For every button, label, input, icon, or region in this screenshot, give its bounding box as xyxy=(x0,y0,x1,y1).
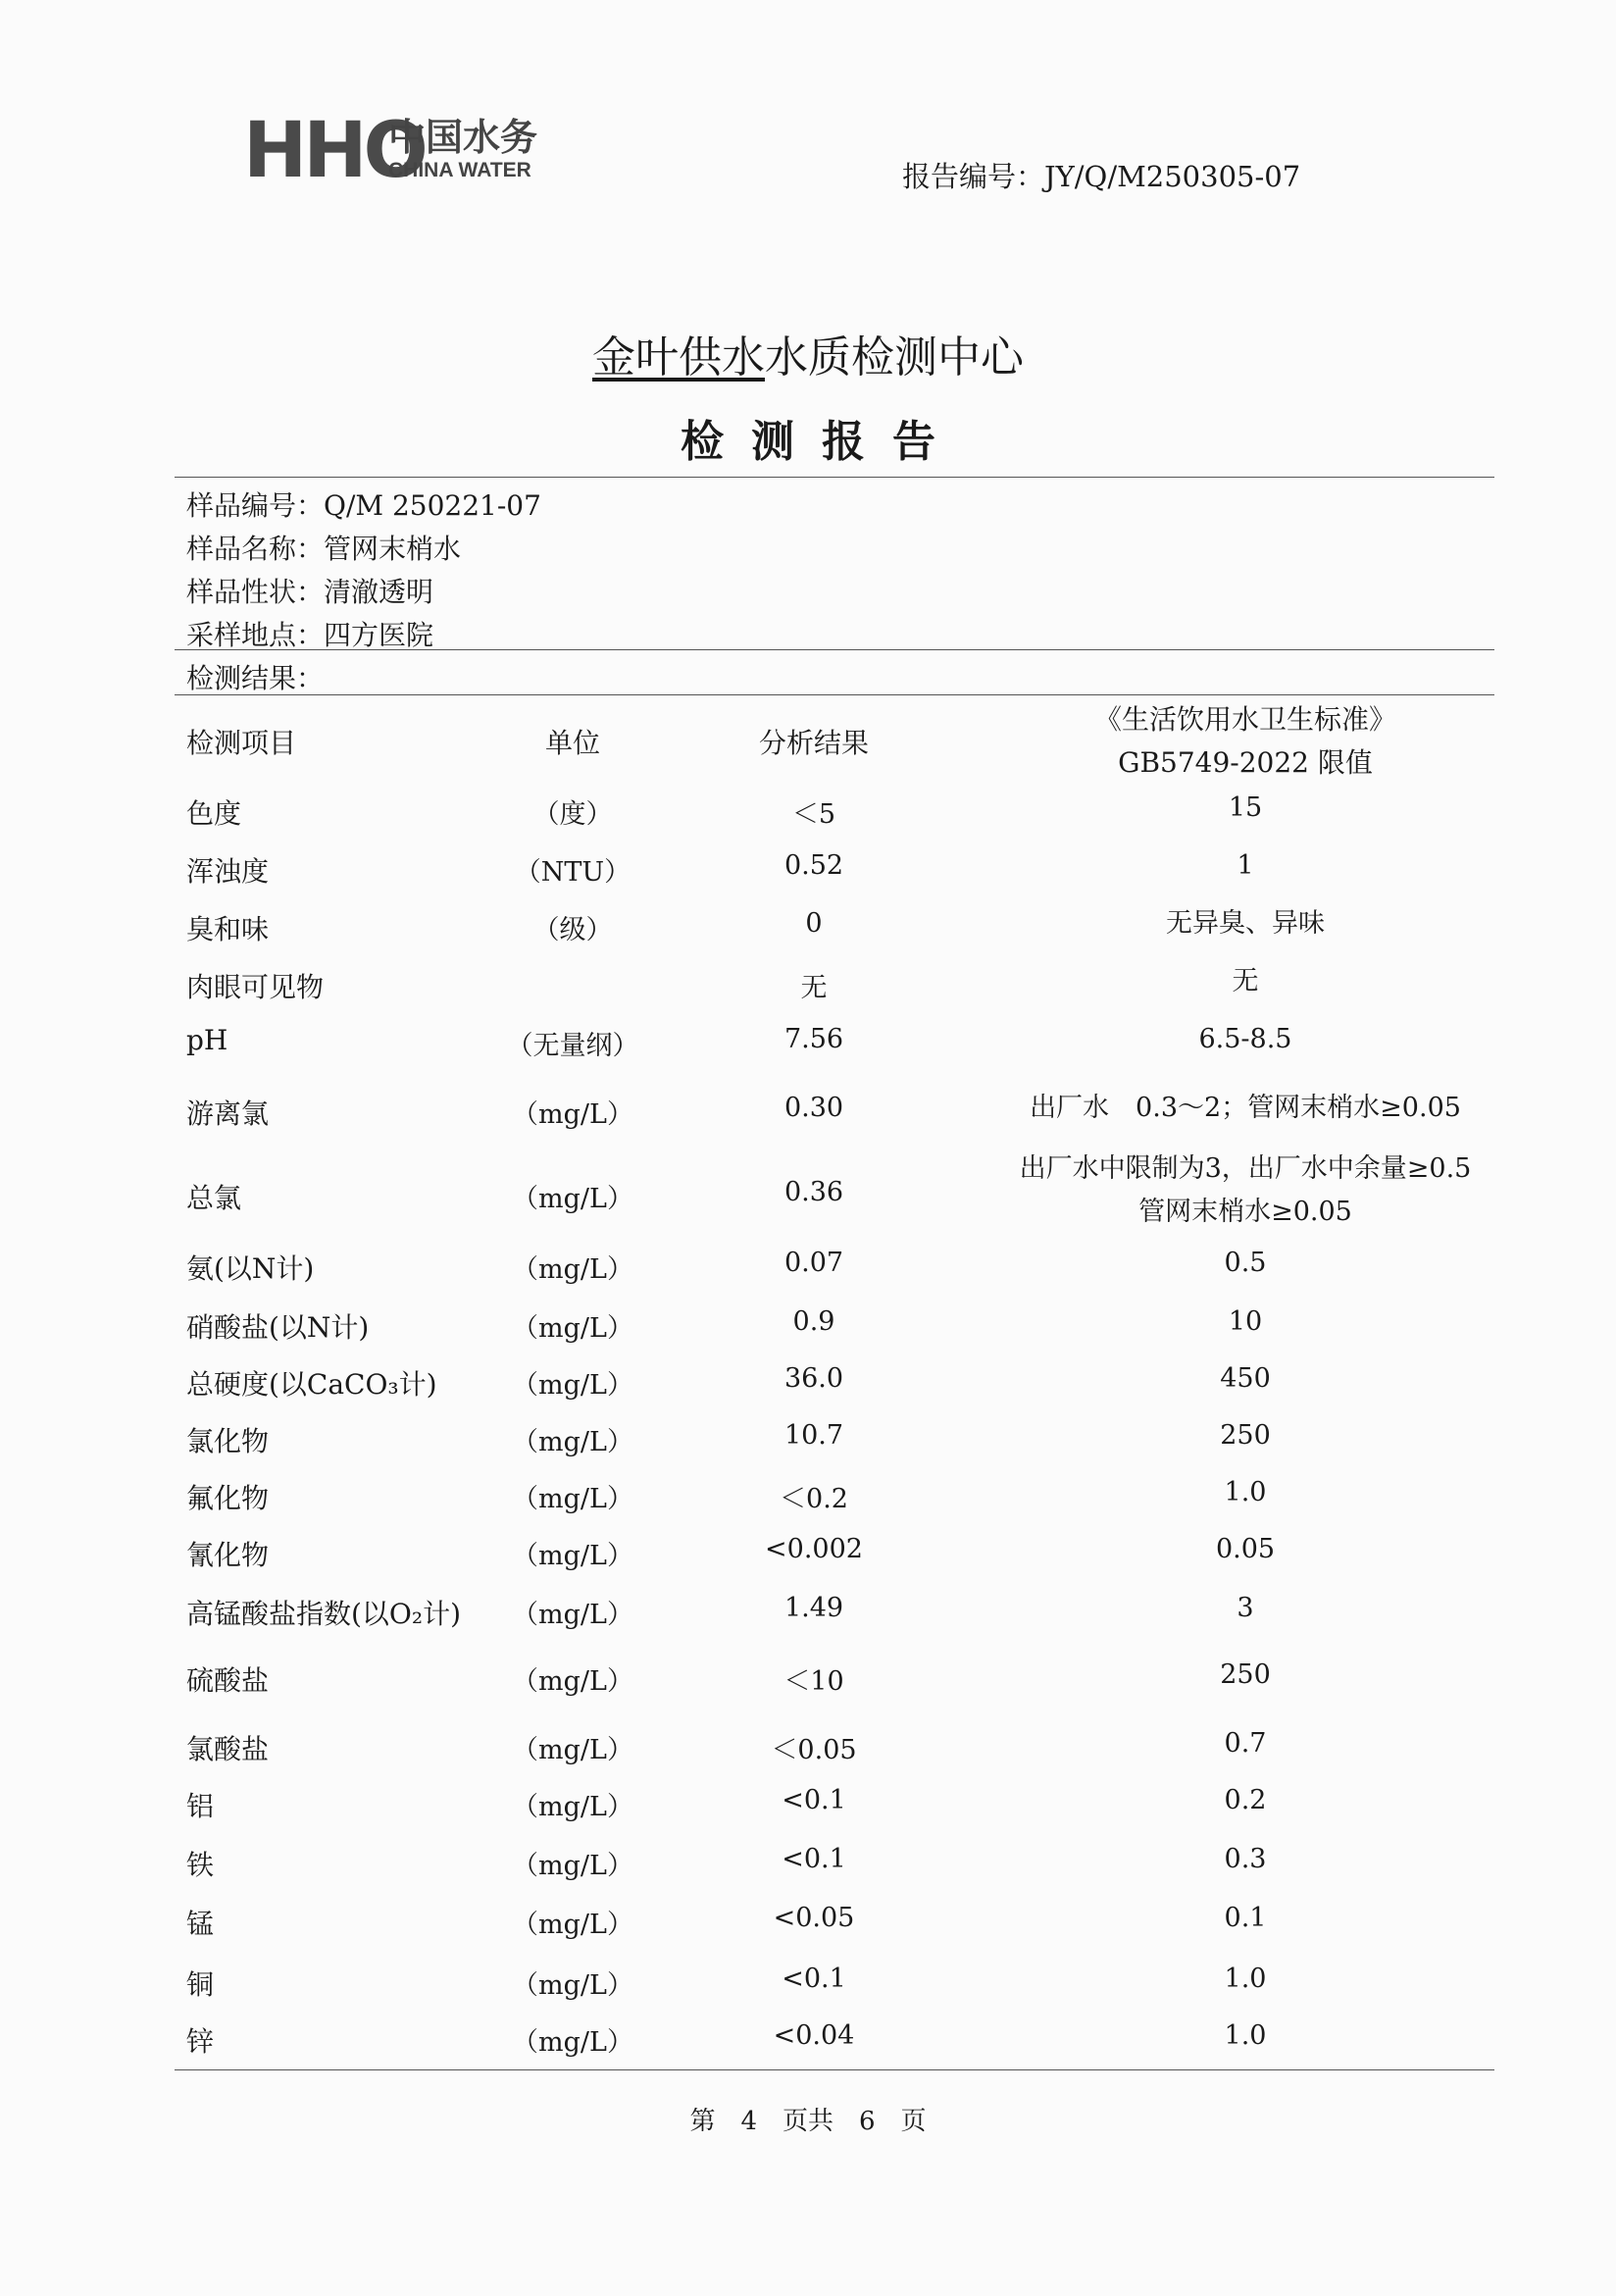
results-label: 检测结果： xyxy=(186,662,325,694)
row-result: <0.1 xyxy=(782,1844,846,1874)
row-result: <0.04 xyxy=(773,2020,855,2051)
row-limit: 15 xyxy=(1228,792,1263,823)
divider-sample xyxy=(175,649,1494,650)
row-item: 总氯 xyxy=(186,1182,242,1214)
row-result: ＜0.2 xyxy=(780,1484,848,1514)
row-limit: 1 xyxy=(1237,850,1254,881)
row-limit: 0.1 xyxy=(1224,1903,1267,1933)
row-limit: 出厂水中限制为3，出厂水中余量≥0.5 xyxy=(1019,1153,1472,1184)
row-result: <0.1 xyxy=(782,1964,846,1994)
row-unit: （mg/L） xyxy=(512,1370,633,1401)
row-limit: 出厂水 0.3～2；管网末梢水≥0.05 xyxy=(1030,1093,1461,1123)
row-unit: （级） xyxy=(532,915,613,945)
row-unit: （mg/L） xyxy=(512,1910,633,1940)
row-item: 游离氯 xyxy=(186,1097,270,1130)
logo-chinese-text: 中国水务 xyxy=(388,116,538,159)
divider-top xyxy=(175,477,1494,478)
report-number: 报告编号：JY/Q/M250305-07 xyxy=(902,160,1301,193)
row-item: 氟化物 xyxy=(186,1482,270,1514)
logo-english-text: CHINA WATER xyxy=(388,159,531,181)
page-footer: 第 4 页共 6 页 xyxy=(689,2107,927,2136)
organization-name-rest: 水质检测中心 xyxy=(765,332,1024,383)
row-result: 0.9 xyxy=(792,1306,835,1337)
row-item: 锰 xyxy=(186,1908,215,1940)
row-item: 硫酸盐 xyxy=(186,1664,270,1697)
row-unit: （NTU） xyxy=(514,857,631,888)
row-result: <0.1 xyxy=(782,1785,846,1815)
row-result: <0.05 xyxy=(773,1903,855,1933)
row-item: 色度 xyxy=(186,797,242,830)
row-item: 氨(以N计) xyxy=(186,1252,315,1285)
row-limit: 无异臭、异味 xyxy=(1166,908,1325,939)
row-limit: 0.3 xyxy=(1224,1844,1267,1874)
row-item: 铝 xyxy=(186,1790,215,1822)
row-limit: 450 xyxy=(1220,1363,1271,1394)
row-item: 氯化物 xyxy=(186,1425,270,1457)
sample-appearance: 样品性状：清澈透明 xyxy=(186,576,434,608)
sample-number: 样品编号：Q/M 250221-07 xyxy=(186,489,541,522)
row-unit: （mg/L） xyxy=(512,1735,633,1765)
row-unit: （mg/L） xyxy=(512,1099,633,1130)
row-limit: 1.0 xyxy=(1224,1964,1267,1994)
row-unit: （mg/L） xyxy=(512,1427,633,1457)
row-result: 36.0 xyxy=(783,1363,844,1394)
row-unit: （mg/L） xyxy=(512,2027,633,2058)
row-result: 0.07 xyxy=(783,1248,844,1278)
row-limit: 0.5 xyxy=(1224,1248,1267,1278)
header-item: 检测项目 xyxy=(186,727,297,759)
row-result: ＜10 xyxy=(783,1666,844,1697)
divider-results xyxy=(175,694,1494,695)
row-limit-line2: 管网末梢水≥0.05 xyxy=(1138,1197,1352,1227)
row-item: 铜 xyxy=(186,1968,215,2001)
row-unit: （mg/L） xyxy=(512,1254,633,1285)
row-item: 硝酸盐(以N计) xyxy=(186,1311,370,1344)
row-item: 铁 xyxy=(186,1849,215,1881)
header-standard-line2: GB5749-2022 限值 xyxy=(1118,746,1373,779)
document-title: 检测报告 xyxy=(681,417,963,467)
row-result: <0.002 xyxy=(765,1534,863,1564)
divider-bottom xyxy=(175,2069,1494,2070)
row-item: pH xyxy=(186,1024,228,1056)
row-limit: 无 xyxy=(1232,966,1259,996)
row-result: ＜5 xyxy=(791,799,836,830)
organization-title xyxy=(0,322,1616,384)
row-unit: （mg/L） xyxy=(512,1792,633,1822)
row-limit: 6.5-8.5 xyxy=(1198,1024,1292,1054)
row-result: 0 xyxy=(805,908,823,939)
row-limit: 10 xyxy=(1228,1306,1263,1337)
sample-name: 样品名称：管网末梢水 xyxy=(186,533,462,565)
row-item: 锌 xyxy=(186,2025,215,2058)
row-result: 0.52 xyxy=(783,850,844,881)
row-limit: 250 xyxy=(1220,1420,1271,1451)
row-unit: （mg/L） xyxy=(512,1541,633,1571)
row-limit: 250 xyxy=(1220,1659,1271,1690)
row-result: 0.36 xyxy=(783,1177,844,1207)
row-unit: （mg/L） xyxy=(512,1313,633,1344)
row-unit: （mg/L） xyxy=(512,1600,633,1630)
row-result: 0.30 xyxy=(783,1093,844,1123)
row-item: 高锰酸盐指数(以O₂计) xyxy=(186,1598,462,1630)
row-item: 氯酸盐 xyxy=(186,1733,270,1765)
row-item: 总硬度(以CaCO₃计) xyxy=(186,1368,437,1401)
row-limit: 1.0 xyxy=(1224,1477,1267,1507)
row-item: 氰化物 xyxy=(186,1539,270,1571)
row-limit: 3 xyxy=(1237,1593,1254,1623)
row-limit: 0.7 xyxy=(1224,1728,1267,1759)
row-unit: （度） xyxy=(532,799,613,830)
row-item: 臭和味 xyxy=(186,913,270,945)
row-unit: （mg/L） xyxy=(512,1184,633,1214)
row-result: ＜0.05 xyxy=(771,1735,857,1765)
row-unit: （无量纲） xyxy=(506,1031,639,1061)
header-standard-line1: 《生活饮用水卫生标准》 xyxy=(1093,703,1396,736)
row-result: 7.56 xyxy=(783,1024,844,1054)
row-result: 无 xyxy=(800,973,828,1003)
row-limit: 1.0 xyxy=(1224,2020,1267,2051)
row-unit: （mg/L） xyxy=(512,1851,633,1881)
row-unit: （mg/L） xyxy=(512,1666,633,1697)
row-unit: （mg/L） xyxy=(512,1970,633,2001)
header-unit: 单位 xyxy=(544,727,600,759)
header-result: 分析结果 xyxy=(758,727,869,759)
row-unit: （mg/L） xyxy=(512,1484,633,1514)
row-item: 浑浊度 xyxy=(186,855,270,888)
row-result: 10.7 xyxy=(783,1420,844,1451)
row-item: 肉眼可见物 xyxy=(186,971,325,1003)
organization-name-underlined: 金叶供水 xyxy=(592,332,765,383)
row-result: 1.49 xyxy=(783,1593,844,1623)
sampling-location: 采样地点：四方医院 xyxy=(186,619,434,651)
row-limit: 0.05 xyxy=(1215,1534,1276,1564)
logo-mark: HHO xyxy=(243,107,425,195)
row-limit: 0.2 xyxy=(1224,1785,1267,1815)
